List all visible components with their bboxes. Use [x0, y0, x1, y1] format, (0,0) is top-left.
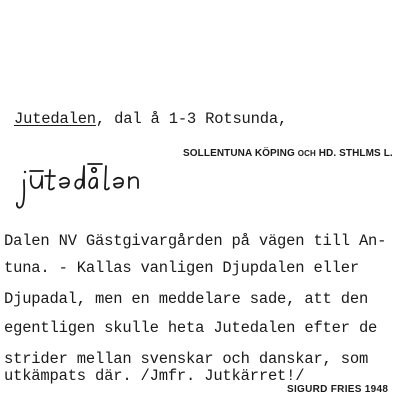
body-line-6: utkämpats där. /Jmfr. Jutkärret!/: [4, 367, 305, 385]
phonetic-transcription-icon: [16, 158, 206, 210]
location-stamp: [183, 148, 393, 159]
body-line-4: egentligen skulle heta Jutedalen efter de: [4, 319, 378, 337]
body-line-3: Djupadal, men en meddelare sade, att den: [4, 290, 369, 308]
body-line-2: tuna. - Kallas vanligen Djupdalen eller: [4, 259, 359, 277]
collector-signature: SIGURD FRIES 1948: [287, 384, 389, 395]
headword: Jutedalen: [14, 110, 96, 128]
heading-description: , dal å 1-3 Rotsunda,: [95, 110, 288, 128]
location-parish: SOLLENTUNA KÖPING: [183, 148, 298, 159]
body-line-5: strider mellan svenskar och danskar, som: [4, 350, 369, 368]
location-county: HD. STHLMS L.: [315, 148, 393, 159]
body-line-1: Dalen NV Gästgivargården på vägen till An-: [4, 232, 387, 250]
location-connector: OCH: [297, 149, 316, 158]
heading-line: [14, 110, 287, 128]
